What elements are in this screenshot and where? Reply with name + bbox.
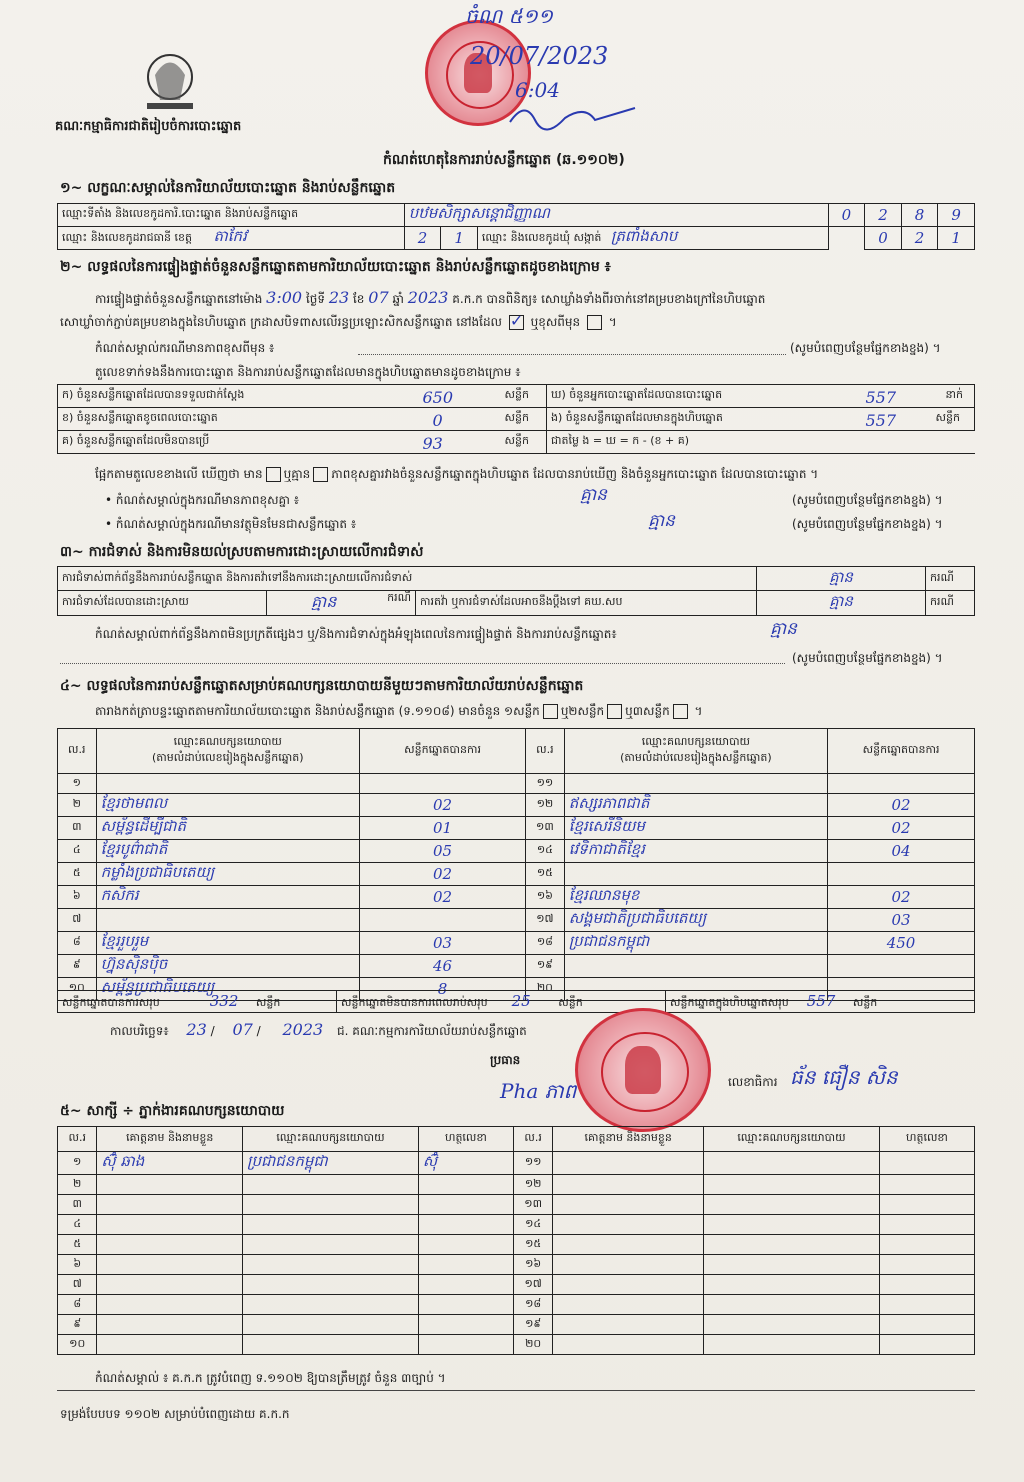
witness-sign [418,1195,513,1215]
witness-sign-r [879,1255,974,1275]
results-no-r: ២០ [526,978,565,1001]
irregularity-note-label: កំណត់សម្គាល់ពាក់ព័ន្ធនឹងភាពមិនប្រក្រតីផ្សេងៗ ឬ/និងការជំទាស់ក្នុងអំឡុងពេលនៃការផ្ទៀងផ្ទាត់ និងការរាប់សន្លឹកឆ្នោត៖ [95,627,617,641]
commune-label: ឈ្មោះ និងលេខកូដឃុំ សង្កាត់ [481,231,602,244]
note-diff-hint: (សូមបំពេញបន្ថែមផ្នែកខាងខ្នង) ។ [790,341,941,355]
emblem-logo [135,45,205,120]
tally-two-checkbox[interactable] [607,704,622,719]
total-invalid-label: សន្លឹកឆ្នោតមិនបានការពេលរាប់សរុប [341,995,488,1009]
results-no-r: ១៤ [526,840,565,863]
irregularity-line [60,663,785,664]
witness-name-r [553,1255,704,1275]
verify-text-b: ថ្ងៃទី [305,292,325,306]
table-row [58,1215,975,1235]
witness-col-party-r: ឈ្មោះគណបក្សនយោបាយ [704,1127,880,1152]
chair-signature: Pha ភាព [500,1079,577,1103]
results-party: ខ្មែរបូព៌ាជាតិ [96,840,359,863]
note-diff-line [358,354,786,355]
figure-k-value: 650 [422,388,454,407]
figure-g-label: គ) ចំនួនសន្លឹកឆ្នោតដែលមិនបានប្រើ [62,434,210,447]
diff-text-b: ឬគ្មាន [283,467,311,481]
diff-no-checkbox[interactable] [313,467,328,482]
table-row [58,1295,975,1315]
results-no-r: ១២ [526,794,565,817]
diff-note-label: • កំណត់សម្គាល់ក្នុងករណីមានភាពខុសគ្នា ៖ [105,493,300,507]
province-code-1: 2 [404,227,441,250]
object-note-label: • កំណត់សម្គាល់ក្នុងករណីមានវត្ថុមិនមែនជាសន្លឹកឆ្នោត ៖ [105,517,357,531]
objection-row1-label: ការជំទាស់ពាក់ព័ន្ធនឹងការរាប់សន្លឹកឆ្នោត និងការតវ៉ាទៅនឹងការដោះស្រាយលើការជំទាស់ [58,567,757,591]
results-votes-r: 02 [828,886,975,909]
figure-ng-value: 557 [865,411,897,430]
results-votes: 05 [359,840,525,863]
witness-col-no-r: ល.រ [513,1127,552,1152]
witness-no: ៩ [58,1315,97,1335]
section3-title: ៣~ ការជំទាស់ និងការមិនយល់ស្របតាមការដោះស្រាយលើការជំទាស់ [60,544,424,560]
witness-col-sign: ហត្ថលេខា [418,1127,513,1152]
results-votes: 02 [359,863,525,886]
table-row [58,1335,975,1355]
note-diff-label: កំណត់សម្គាល់ករណីមានភាពខុសពីមុន ៖ [95,341,275,355]
witness-no-r: ១៩ [513,1315,552,1335]
figure-gh-value: 557 [865,388,897,407]
total-box-value: 557 [806,991,836,1010]
witness-sign [418,1315,513,1335]
commune-code-3: 1 [938,227,975,250]
witness-sign: ស៊ុំ [418,1152,513,1175]
tally-intro-b: ឬ២សន្លឹក [560,704,605,718]
witness-sign [418,1215,513,1235]
verify-text-d: ឆ្នាំ [392,292,404,306]
tally-intro-c: ឬ៣សន្លឹក [625,704,670,718]
witness-no-r: ១១ [513,1152,552,1175]
table-row [58,932,975,955]
verify-text-e: គ.ក.ក បានពិនិត្យ៖ សោឃ្លាំងទាំងពីរចាក់នៅគម្របខាងក្រៅនៃហិបឆ្នោត [452,292,766,306]
witness-party-r [704,1275,880,1295]
results-party-r [564,774,827,794]
table-row [58,1175,975,1195]
results-no-r: ១៣ [526,817,565,840]
tally-three-checkbox[interactable] [673,704,688,719]
stamp-receipt-number: ចំណ ៥១១ [465,4,553,28]
verify-text-a: ការផ្ទៀងផ្ទាត់ចំនួនសន្លឹកឆ្នោតនៅម៉ោង [95,292,263,306]
witness-party-r [704,1255,880,1275]
section1-table [57,203,975,250]
results-col-votes-r: សន្លឹកឆ្នោតបានការ [828,729,975,774]
table-row [58,817,975,840]
diff-note-hint: (សូមបំពេញបន្ថែមផ្នែកខាងខ្នង) ។ [792,493,943,507]
witness-party-r [704,1315,880,1335]
section4-title: ៤~ លទ្ធផលនៃការរាប់សន្លឹកឆ្នោតសម្រាប់គណបក្សនយោបាយនីមួយៗតាមការិយាល័យរាប់សន្លឹកឆ្នោត [60,678,584,694]
results-party: សម្ព័ន្ធដើម្បីជាតិ [96,817,359,840]
commune-code-1: 0 [865,227,902,250]
witness-sign [418,1175,513,1195]
receipt-signature [505,100,645,132]
witness-no-r: ១២ [513,1175,552,1195]
results-party: កសិករ [96,886,359,909]
results-no: ៧ [58,909,97,932]
footer-text: ទម្រង់បែបបទ ១១០២ សម្រាប់បំពេញដោយ គ.ក.ក [60,1407,290,1421]
witness-col-name: គោត្តនាម និងនាមខ្លួន [97,1127,243,1152]
witness-party-r [704,1152,880,1175]
results-votes: 03 [359,932,525,955]
different-checkbox[interactable] [587,315,602,330]
witness-name-r [553,1295,704,1315]
results-col-no-r: ល.រ [526,729,565,774]
verify-text-c: ខែ [353,292,365,306]
diff-text-a: ផ្អែកតាមតួលេខខាងលើ ឃើញថា មាន [95,467,263,481]
date-line: កាលបរិច្ឆេទ៖ 23 / 07 / 2023 ជ. គណៈកម្មការការិយាល័យរាប់សន្លឹកឆ្នោត [110,1020,527,1039]
objection-row2-label: ការជំទាស់ដែលបានដោះស្រាយ [58,591,267,616]
witness-no-r: ១៥ [513,1235,552,1255]
objection-row1-case: ករណី [926,567,975,591]
results-party-r [564,863,827,886]
results-party-r: ប្រជាជនកម្ពុជា [564,932,827,955]
witness-party-r [704,1215,880,1235]
witness-sign-r [879,1335,974,1355]
location-code-4: 9 [938,204,975,227]
final-note: កំណត់សម្គាល់ ៖ គ.ក.ក ត្រូវបំពេញ ទ.១១០២ ឱ្យបានត្រឹមត្រូវ ចំនួន ៣ច្បាប់ ។ [95,1371,446,1385]
results-party: កម្លាំងប្រជាធិបតេយ្យ [96,863,359,886]
results-no-r: ១៥ [526,863,565,886]
total-box-unit: សន្លឹក [852,995,878,1009]
verify-year: 2023 [407,288,449,307]
table-row [58,863,975,886]
witness-sign-r [879,1315,974,1335]
verify-month: 07 [368,288,389,307]
tally-intro-a: តារាងកត់ត្រាបន្ទះឆ្នោតតាមការិយាល័យបោះឆ្នោត និងរាប់សន្លឹកឆ្នោត (ទ.១១០៨) មានចំនួន ១សន្លឹក [95,704,540,718]
stamp-receipt-time: 6:04 [515,78,560,102]
results-party-r: វេទិកាជាតិខ្មែរ [564,840,827,863]
results-party [96,774,359,794]
objection-row1-value: គ្មាន [757,567,926,591]
witness-name-r [553,1315,704,1335]
secretary-signature: ធ័ន ធឿន សិន [790,1065,898,1089]
witness-party [243,1215,419,1235]
objection-row2-mid: ការតវ៉ា ឬការជំទាស់ដែលអាចនឹងប្តឹងទៅ គឃ.សប [416,591,757,616]
location-label: ឈ្មោះទីតាំង និងលេខកូដការិ.បោះឆ្នោត និងរាប់សន្លឹកឆ្នោត [58,204,405,227]
witness-name-r [553,1215,704,1235]
location-code-3: 8 [901,204,938,227]
tally-one-checkbox[interactable] [543,704,558,719]
witness-party-r [704,1235,880,1255]
witness-name [97,1275,243,1295]
stamp-receipt-date: 20/07/2023 [470,42,609,70]
results-col-votes: សន្លឹកឆ្នោតបានការ [359,729,525,774]
results-party: ខ្មែរថាមពល [96,794,359,817]
witness-no: ៤ [58,1215,97,1235]
results-votes-r: 450 [828,932,975,955]
province-code-2: 1 [441,227,478,250]
results-votes [359,909,525,932]
witness-sign [418,1335,513,1355]
witness-name-r [553,1175,704,1195]
diff-line [95,466,818,484]
witness-name-r [553,1152,704,1175]
witness-col-party: ឈ្មោះគណបក្សនយោបាយ [243,1127,419,1152]
results-no: ២ [58,794,97,817]
witness-party [243,1335,419,1355]
location-value: បឋមសិក្សាសន្តោជិញ្ញាណ [404,204,828,227]
verify-line-2: សោឃ្លាំចាក់ភ្ជាប់គម្របខាងក្នុងនៃហិបឆ្នោត ក្រដាសបិទពាសលើរន្ធប្រឡោះសិកសន្លឹកឆ្នោត នៅងដែល ✓ ឬខុសពីមុន ។ [60,311,617,330]
witness-sign-r [879,1295,974,1315]
formula: ជាតម្លៃ ង = ឃ = ក - (ខ + គ) [551,434,690,447]
diff-note-value: គ្មាន [580,485,607,505]
witness-col-name-r: គោត្តនាម និងនាមខ្លួន [553,1127,704,1152]
table-row [58,794,975,817]
witness-name [97,1315,243,1335]
witness-name-r [553,1195,704,1215]
irregularity-note-value: គ្មាន [770,619,797,639]
witness-no: ៨ [58,1295,97,1315]
date-tail: ជ. គណៈកម្មការការិយាល័យរាប់សន្លឹកឆ្នោត [337,1024,527,1038]
witness-sign [418,1275,513,1295]
witness-col-no: ល.រ [58,1127,97,1152]
total-invalid-value: 25 [511,991,531,1010]
objection-row2-case: ករណី [387,591,411,604]
witness-col-sign-r: ហត្ថលេខា [879,1127,974,1152]
witness-no-r: ២០ [513,1335,552,1355]
witness-party-r [704,1335,880,1355]
witness-sign-r [879,1235,974,1255]
irregularity-hint: (សូមបំពេញបន្ថែមផ្នែកខាងខ្នង) ។ [792,651,943,665]
date-month: 07 [232,1020,253,1039]
results-votes [359,774,525,794]
total-valid-value: 332 [209,991,239,1010]
province-value: តាកែវ [213,227,247,245]
location-code-1: 0 [828,204,865,227]
figure-ng-label: ង) ចំនួនសន្លឹកឆ្នោតដែលមានក្នុងហិបឆ្នោត [551,411,723,424]
figure-g-unit: សន្លឹក [504,434,529,447]
figure-kh-value: 0 [432,411,443,430]
witness-name-r [553,1335,704,1355]
figures-intro: តួលេខទាក់ទងនឹងការបោះឆ្នោត និងការរាប់សន្លឹកឆ្នោតដែលមានក្នុងហិបឆ្នោតមានដូចខាងក្រោម ៖ [95,365,521,379]
chair-label: ប្រធាន [490,1053,521,1067]
witness-no: ១ [58,1152,97,1175]
results-no: ១ [58,774,97,794]
total-invalid-unit: សន្លឹក [558,995,583,1009]
figure-k-unit: សន្លឹក [504,388,529,401]
witness-name [97,1175,243,1195]
official-stamp-bottom [575,1008,711,1132]
table-row [58,774,975,794]
results-votes: 01 [359,817,525,840]
witness-party [243,1175,419,1195]
results-no: ៩ [58,955,97,978]
results-no: ៦ [58,886,97,909]
objection-row2-case2: ករណី [926,591,975,616]
tally-intro: តារាងកត់ត្រាបន្ទះឆ្នោតតាមការិយាល័យបោះឆ្នោត និងរាប់សន្លឹកឆ្នោត (ទ.១១០៨) មានចំនួន ១សន្លឹក ឬ២សន្លឹក ឬ៣សន្លឹក ។ [95,704,703,718]
verify-time: 3:00 [266,288,303,307]
secretary-label: លេខាធិការ [728,1075,778,1089]
results-no: ៤ [58,840,97,863]
witness-sign-r [879,1195,974,1215]
witness-no: ១០ [58,1335,97,1355]
witness-party-r [704,1175,880,1195]
table-row [58,1315,975,1335]
section1-title: ១~ លក្ខណៈសម្គាល់នៃការិយាល័យបោះឆ្នោត និងរាប់សន្លឹកឆ្នោត [60,180,396,196]
commune-value: ត្រពាំងសាប [610,227,678,245]
same-checkbox[interactable]: ✓ [509,311,524,330]
results-no-r: ១៦ [526,886,565,909]
results-no: ១០ [58,978,97,1001]
witness-name [97,1255,243,1275]
results-votes: 46 [359,955,525,978]
verify-text-f: សោឃ្លាំចាក់ភ្ជាប់គម្របខាងក្នុងនៃហិបឆ្នោត ក្រដាសបិទពាសលើរន្ធប្រឡោះសិកសន្លឹកឆ្នោត នៅងដែល [60,315,502,329]
results-party-r [564,955,827,978]
witness-party [243,1295,419,1315]
witness-no: ៧ [58,1275,97,1295]
results-votes-r: 02 [828,817,975,840]
diff-yes-checkbox[interactable] [266,467,281,482]
witness-party-r [704,1195,880,1215]
table-row [58,909,975,932]
objection-row2-value: គ្មាន [311,592,337,611]
witness-name [97,1295,243,1315]
results-party-r: ខ្មែរសេរីនិយម [564,817,827,840]
witness-sign [418,1255,513,1275]
figures-table [57,384,975,454]
results-col-no: ល.រ [58,729,97,774]
witness-sign [418,1235,513,1255]
results-col-party: ឈ្មោះគណបក្សនយោបាយ [173,735,282,748]
org-name: គណៈកម្មាធិការជាតិរៀបចំការបោះឆ្នោត [55,119,242,134]
results-votes-r: 04 [828,840,975,863]
witness-no-r: ១៨ [513,1295,552,1315]
results-table [57,728,975,1001]
witness-party [243,1255,419,1275]
witness-no-r: ១៦ [513,1255,552,1275]
witness-name [97,1335,243,1355]
section5-title: ៥~ សាក្សី ÷ ភ្នាក់ងារគណបក្សនយោបាយ [60,1103,285,1119]
total-valid-label: សន្លឹកឆ្នោតបានការសរុប [62,995,160,1009]
witness-name-r [553,1275,704,1295]
witness-party [243,1315,419,1335]
location-code-2: 2 [865,204,902,227]
witness-name-r [553,1235,704,1255]
results-no: ៣ [58,817,97,840]
results-party: សម្ព័ន្ធប្រជាធិបតេយ្យ [96,978,359,1001]
results-no: ៨ [58,932,97,955]
footer-divider [57,1390,975,1391]
results-no-r: ១៩ [526,955,565,978]
witness-no-r: ១៣ [513,1195,552,1215]
results-votes: 8 [359,978,525,1001]
witness-sign-r [879,1275,974,1295]
results-party-r: សង្គមជាតិប្រជាធិបតេយ្យ [564,909,827,932]
results-no-r: ១១ [526,774,565,794]
figure-gh-unit: នាក់ [945,388,963,401]
witness-party: ប្រជាជនកម្ពុជា [243,1152,419,1175]
results-votes-r: 02 [828,794,975,817]
total-valid-unit: សន្លឹក [255,995,281,1009]
witness-name [97,1195,243,1215]
witness-no: ៣ [58,1195,97,1215]
results-party: ហ្វ៊ុនស៊ិនប៉ិច [96,955,359,978]
results-col-party-sub: (តាមលំដាប់លេខរៀងក្នុងសន្លឹកឆ្នោត) [152,751,304,764]
objection-row2-value2: គ្មាន [757,591,926,616]
province-label: ឈ្មោះ និងលេខកូដរាជធានី ខេត្ត [62,231,192,244]
witness-sign-r [879,1175,974,1195]
table-row [58,1255,975,1275]
results-party-r: ខ្មែរឈានមុខ [564,886,827,909]
results-no-r: ១៧ [526,909,565,932]
table-row [58,886,975,909]
object-note-value: គ្មាន [648,511,675,531]
results-votes: 02 [359,886,525,909]
witness-sign [418,1295,513,1315]
witness-name: ស៊ុំ ឆាង [97,1152,243,1175]
results-party [96,909,359,932]
figure-gh-label: ឃ) ចំនួនអ្នកបោះឆ្នោតដែលបានបោះឆ្នោត [551,388,723,401]
witness-no-r: ១៧ [513,1275,552,1295]
witness-name [97,1235,243,1255]
witness-party [243,1275,419,1295]
witness-no: ២ [58,1175,97,1195]
results-votes-r [828,955,975,978]
date-label: កាលបរិច្ឆេទ៖ [110,1024,169,1038]
date-year: 2023 [282,1020,324,1039]
table-row [58,1275,975,1295]
witness-party [243,1235,419,1255]
witness-party [243,1195,419,1215]
objection-table [57,566,975,616]
results-col-party-sub-r: (តាមលំដាប់លេខរៀងក្នុងសន្លឹកឆ្នោត) [620,751,772,764]
verify-line-1 [95,288,765,309]
figure-g-value: 93 [422,434,443,453]
section2-title: ២~ លទ្ធផលនៃការផ្ទៀងផ្ទាត់ចំនួនសន្លឹកឆ្នោតតាមការិយាល័យបោះឆ្នោត និងរាប់សន្លឹកឆ្នោតដូចខាងក្រោម ៖ [60,259,611,275]
results-no: ៥ [58,863,97,886]
table-row [58,1195,975,1215]
object-note-hint: (សូមបំពេញបន្ថែមផ្នែកខាងខ្នង) ។ [792,517,943,531]
witness-no: ៦ [58,1255,97,1275]
witness-no-r: ១៤ [513,1215,552,1235]
document-title: កំណត់ហេតុនៃការរាប់សន្លឹកឆ្នោត (ឆ.១១០២) [383,152,625,168]
results-votes: 02 [359,794,525,817]
witness-name [97,1215,243,1235]
results-col-party-r: ឈ្មោះគណបក្សនយោបាយ [641,735,751,748]
table-row [58,1235,975,1255]
witness-table [57,1126,975,1355]
results-votes-r: 03 [828,909,975,932]
figure-kh-unit: សន្លឹក [504,411,529,424]
totals-table [57,990,975,1013]
total-box-label: សន្លឹកឆ្នោតក្នុងហិបឆ្នោតសរុប [670,995,789,1009]
results-no-r: ១៨ [526,932,565,955]
figure-ng-unit: សន្លឹក [935,411,960,424]
diff-text-c: ភាពខុសគ្នារវាងចំនួនសន្លឹកឆ្នោតក្នុងហិបឆ្នោត ដែលបានរាប់ឃើញ និងចំនួនអ្នកបោះឆ្នោត ដែលបានបោះឆ្នោត ។ [331,467,819,481]
results-votes-r [828,863,975,886]
figure-k-label: ក) ចំនួនសន្លឹកឆ្នោតដែលបានទទួលជាក់ស្តែង [62,388,245,401]
date-day: 23 [186,1020,207,1039]
results-votes-r [828,774,975,794]
witness-party-r [704,1295,880,1315]
commune-code-2: 2 [901,227,938,250]
verify-day: 23 [328,288,350,307]
table-row [58,955,975,978]
witness-no: ៥ [58,1235,97,1255]
witness-sign-r [879,1152,974,1175]
figure-kh-label: ខ) ចំនួនសន្លឹកឆ្នោតខូចពេលបោះឆ្នោត [62,411,218,424]
table-row [58,1152,975,1175]
results-party: ខ្មែររួបរួម [96,932,359,955]
table-row [58,840,975,863]
witness-sign-r [879,1215,974,1235]
results-party-r: ឥស្សរភាពជាតិ [564,794,827,817]
verify-text-g: ឬខុសពីមុន [530,315,581,329]
